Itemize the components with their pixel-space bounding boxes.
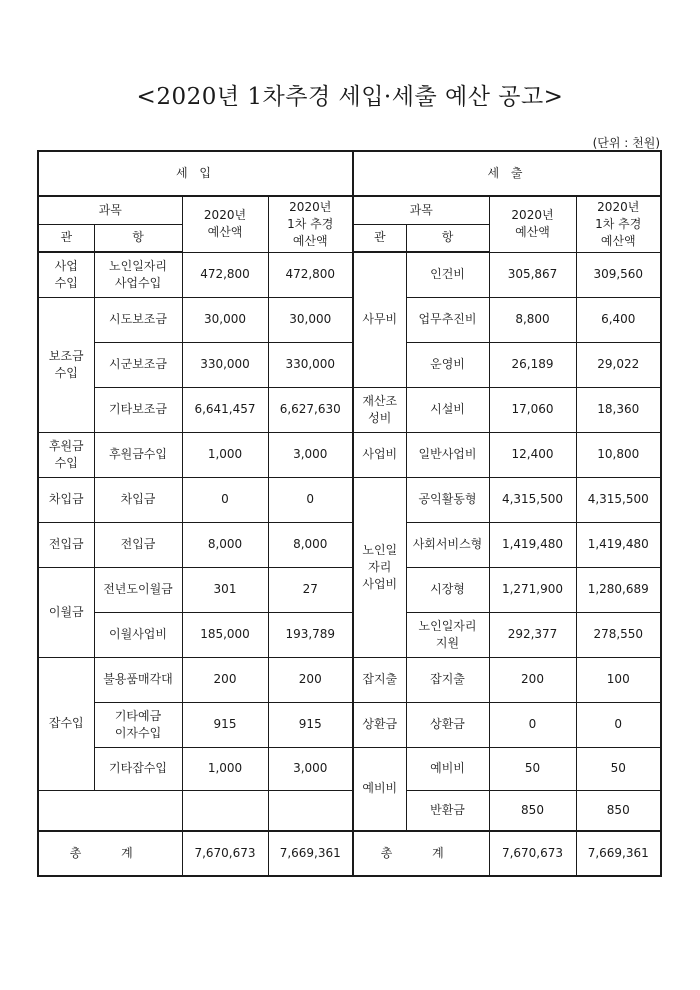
rev-b2020: 301 (182, 567, 268, 612)
rev-gwan-loan: 차입금 (38, 477, 94, 522)
rev-hang: 차입금 (94, 477, 182, 522)
exp-b2020: 850 (489, 790, 576, 831)
rev-hang: 기타잡수입 (94, 747, 182, 790)
exp-b2020: 4,315,500 (489, 477, 576, 522)
rev-supp: 200 (268, 657, 353, 702)
exp-gwan-project: 사업비 (353, 432, 406, 477)
revenue-total-b2020: 7,670,673 (182, 831, 268, 876)
exp-supp: 278,550 (576, 612, 661, 657)
exp-supp: 850 (576, 790, 661, 831)
exp-hang: 예비비 (406, 747, 489, 790)
revenue-gwan-header: 관 (38, 224, 94, 252)
exp-supp: 4,315,500 (576, 477, 661, 522)
rev-gwan-carryover: 이월금 (38, 567, 94, 657)
rev-hang: 노인일자리 사업수입 (94, 252, 182, 297)
rev-empty-cell (268, 790, 353, 831)
rev-hang: 기타예금 이자수입 (94, 702, 182, 747)
revenue-2020-header: 2020년 예산액 (182, 196, 268, 252)
expenditure-total-supp: 7,669,361 (576, 831, 661, 876)
rev-b2020: 0 (182, 477, 268, 522)
revenue-hang-header: 항 (94, 224, 182, 252)
exp-hang: 상환금 (406, 702, 489, 747)
rev-b2020: 200 (182, 657, 268, 702)
rev-supp: 30,000 (268, 297, 353, 342)
exp-b2020: 292,377 (489, 612, 576, 657)
rev-supp: 8,000 (268, 522, 353, 567)
exp-supp: 18,360 (576, 387, 661, 432)
expenditure-hang-header: 항 (406, 224, 489, 252)
exp-hang: 인건비 (406, 252, 489, 297)
expenditure-gwan-header: 관 (353, 224, 406, 252)
rev-gwan-business: 사업 수입 (38, 252, 94, 297)
exp-gwan-misc: 잡지출 (353, 657, 406, 702)
exp-gwan-office: 사무비 (353, 252, 406, 387)
rev-b2020: 185,000 (182, 612, 268, 657)
rev-b2020: 8,000 (182, 522, 268, 567)
rev-supp: 3,000 (268, 747, 353, 790)
exp-hang: 운영비 (406, 342, 489, 387)
rev-supp: 330,000 (268, 342, 353, 387)
exp-hang: 업무추진비 (406, 297, 489, 342)
exp-gwan-property: 재산조 성비 (353, 387, 406, 432)
rev-empty-cell (38, 790, 182, 831)
revenue-header: 세 입 (38, 151, 353, 196)
exp-supp: 29,022 (576, 342, 661, 387)
exp-supp: 1,419,480 (576, 522, 661, 567)
budget-table (37, 150, 662, 877)
rev-b2020: 915 (182, 702, 268, 747)
exp-b2020: 12,400 (489, 432, 576, 477)
exp-b2020: 17,060 (489, 387, 576, 432)
expenditure-subject-header: 과목 (353, 196, 489, 224)
exp-hang: 사회서비스형 (406, 522, 489, 567)
expenditure-total-label: 총 계 (353, 831, 489, 876)
rev-hang: 기타보조금 (94, 387, 182, 432)
rev-hang: 시군보조금 (94, 342, 182, 387)
exp-gwan-senior-job: 노인일 자리 사업비 (353, 477, 406, 657)
exp-hang: 반환금 (406, 790, 489, 831)
rev-supp: 193,789 (268, 612, 353, 657)
exp-supp: 309,560 (576, 252, 661, 297)
rev-supp: 0 (268, 477, 353, 522)
expenditure-total-b2020: 7,670,673 (489, 831, 576, 876)
rev-b2020: 1,000 (182, 747, 268, 790)
rev-b2020: 472,800 (182, 252, 268, 297)
rev-supp: 915 (268, 702, 353, 747)
exp-gwan-repay: 상환금 (353, 702, 406, 747)
rev-gwan-subsidy: 보조금 수입 (38, 297, 94, 432)
unit-note: (단위 : 천원) (592, 136, 660, 150)
exp-supp: 10,800 (576, 432, 661, 477)
exp-b2020: 1,271,900 (489, 567, 576, 612)
rev-supp: 3,000 (268, 432, 353, 477)
exp-supp: 1,280,689 (576, 567, 661, 612)
exp-b2020: 26,189 (489, 342, 576, 387)
exp-b2020: 0 (489, 702, 576, 747)
exp-b2020: 200 (489, 657, 576, 702)
rev-hang: 전년도이월금 (94, 567, 182, 612)
rev-supp: 27 (268, 567, 353, 612)
exp-hang: 시설비 (406, 387, 489, 432)
exp-hang: 노인일자리 지원 (406, 612, 489, 657)
rev-empty-cell (182, 790, 268, 831)
exp-supp: 6,400 (576, 297, 661, 342)
exp-hang: 공익활동형 (406, 477, 489, 522)
revenue-total-supp: 7,669,361 (268, 831, 353, 876)
exp-supp: 0 (576, 702, 661, 747)
exp-b2020: 305,867 (489, 252, 576, 297)
expenditure-2020-header: 2020년 예산액 (489, 196, 576, 252)
exp-hang: 일반사업비 (406, 432, 489, 477)
rev-supp: 472,800 (268, 252, 353, 297)
rev-hang: 후원금수입 (94, 432, 182, 477)
rev-b2020: 330,000 (182, 342, 268, 387)
rev-hang: 시도보조금 (94, 297, 182, 342)
rev-hang: 전입금 (94, 522, 182, 567)
exp-hang: 잡지출 (406, 657, 489, 702)
revenue-total-label: 총 계 (38, 831, 182, 876)
exp-gwan-reserve: 예비비 (353, 747, 406, 831)
revenue-supp-header: 2020년 1차 추경 예산액 (268, 196, 353, 252)
expenditure-supp-header: 2020년 1차 추경 예산액 (576, 196, 661, 252)
exp-supp: 100 (576, 657, 661, 702)
rev-gwan-misc: 잡수입 (38, 657, 94, 790)
exp-supp: 50 (576, 747, 661, 790)
exp-b2020: 50 (489, 747, 576, 790)
rev-b2020: 1,000 (182, 432, 268, 477)
page-title: <2020년 1차추경 세입·세출 예산 공고> (136, 84, 564, 110)
rev-b2020: 30,000 (182, 297, 268, 342)
exp-b2020: 1,419,480 (489, 522, 576, 567)
rev-hang: 이월사업비 (94, 612, 182, 657)
rev-b2020: 6,641,457 (182, 387, 268, 432)
revenue-subject-header: 과목 (38, 196, 182, 224)
exp-hang: 시장형 (406, 567, 489, 612)
rev-gwan-donation: 후원금 수입 (38, 432, 94, 477)
rev-supp: 6,627,630 (268, 387, 353, 432)
exp-b2020: 8,800 (489, 297, 576, 342)
expenditure-header: 세 출 (353, 151, 661, 196)
rev-hang: 불용품매각대 (94, 657, 182, 702)
rev-gwan-transfer: 전입금 (38, 522, 94, 567)
